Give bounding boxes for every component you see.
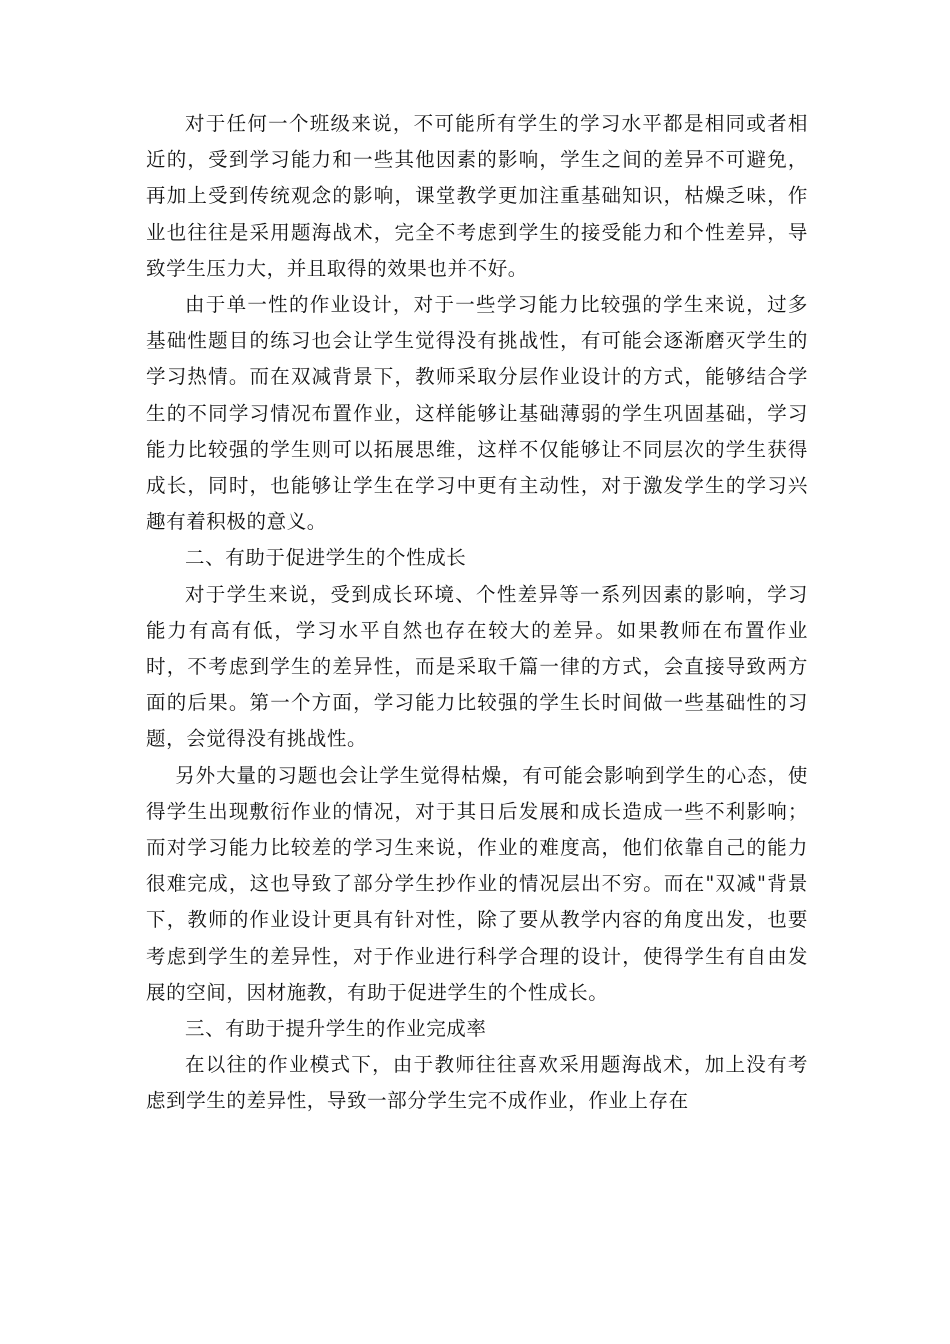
document-page — [146, 106, 808, 1120]
paragraph-exercise-burden: 另外大量的习题也会让学生觉得枯燥，有可能会影响到学生的心态，使得学生出现敷衍作业的情况，对于其日后发展和成长造成一些不利影响；而对学习能力比较差的学习生来说，作业的难度高，他们依靠自己的能力很难完成，这也导致了部分学生抄作业的情况层出不穷。而在"双减"背景下，教师的作业设计更具有针对性，除了要从教学内容的角度出发，也要考虑到学生的差异性，对于作业进行科学合理的设计，使得学生有自由发展的空间，因材施教，有助于促进学生的个性成长。 — [146, 763, 808, 1004]
section-heading-completion-rate: 三、有助于提升学生的作业完成率 — [185, 1017, 487, 1041]
paragraph-class-differences: 对于任何一个班级来说，不可能所有学生的学习水平都是相同或者相近的，受到学习能力和一些其他因素的影响，学生之间的差异不可避免，再加上受到传统观念的影响，课堂教学更加注重基础知识，枯燥乏味，作业也往往是采用题海战术，完全不考虑到学生的接受能力和个性差异，导致学生压力大，并且取得的效果也并不好。 — [146, 112, 808, 280]
paragraph-student-differences: 对于学生来说，受到成长环境、个性差异等一系列因素的影响，学习能力有高有低，学习水平自然也存在较大的差异。如果教师在布置作业时，不考虑到学生的差异性，而是采取千篇一律的方式，会直接导致两方面的后果。第一个方面，学习能力比较强的学生长时间做一些基础性的习题，会觉得没有挑战性。 — [146, 582, 808, 751]
section-heading-individual-growth: 二、有助于促进学生的个性成长 — [185, 546, 467, 570]
paragraph-single-homework-design: 由于单一性的作业设计，对于一些学习能力比较强的学生来说，过多基础性题目的练习也会让学生觉得没有挑战性，有可能会逐渐磨灭学生的学习热情。而在双减背景下，教师采取分层作业设计的方式，能够结合学生的不同学习情况布置作业，这样能够让基础薄弱的学生巩固基础，学习能力比较强的学生则可以拓展思维，这样不仅能够让不同层次的学生获得成长，同时，也能够让学生在学习中更有主动性，对于激发学生的学习兴趣有着积极的意义。 — [146, 293, 808, 534]
paragraph-previous-homework-mode: 在以往的作业模式下，由于教师往往喜欢采用题海战术，加上没有考虑到学生的差异性，导致一部分学生完不成作业，作业上存在 — [146, 1053, 808, 1113]
